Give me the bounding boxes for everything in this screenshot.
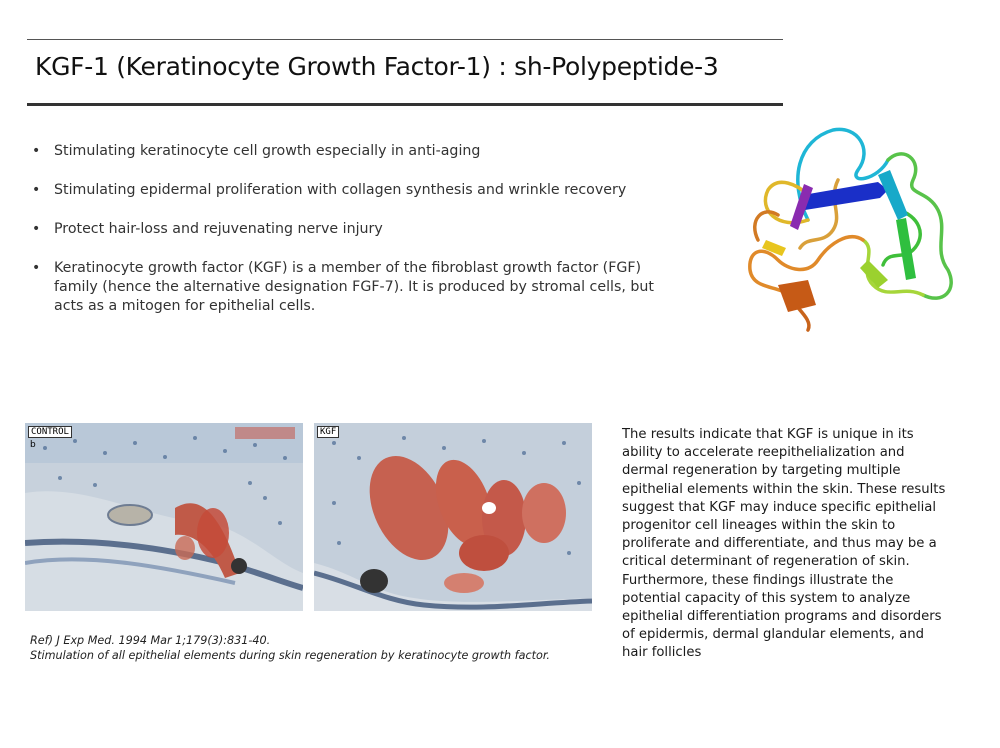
title-top-rule <box>27 39 783 40</box>
bullet-dot: • <box>32 221 41 237</box>
bullet-item: • Stimulating keratinocyte cell growth especially in anti-aging <box>32 143 481 159</box>
bullet-item: • Keratinocyte growth factor (KGF) is a member of the fibroblast growth factor (FGF) family (hence the alternative designation FGF-7). It is produced by stromal cells, but acts as a mitogen for epithelial cells. <box>32 260 654 314</box>
title-bottom-rule <box>27 103 783 106</box>
kgf-micrograph <box>314 423 592 611</box>
bullet-dot: • <box>32 182 41 198</box>
bullet-item: • Stimulating epidermal proliferation with collagen synthesis and wrinkle recovery <box>32 182 627 198</box>
reference-line-1: Ref) J Exp Med. 1994 Mar 1;179(3):831-40. <box>30 634 271 647</box>
page-title: KGF-1 (Keratinocyte Growth Factor-1) : sh-Polypeptide-3 <box>35 52 719 81</box>
bullet-list <box>32 142 672 336</box>
protein-structure-image <box>738 120 968 335</box>
results-paragraph: The results indicate that KGF is unique in its ability to accelerate reepithelialization and dermal regeneration by targeting multiple epithelial elements within the skin. These results suggest that KGF may induce specific epithelial progenitor cell lineages within the skin to proliferate and differentiate, and thus may be a critical determinant of regeneration of skin. Furthermore, these findings illustrate the potential capacity of this system to analyze epithelial differentiation programs and disorders of epidermis, dermal glandular elements, and hair follicles <box>622 427 946 661</box>
control-micrograph <box>25 423 303 611</box>
reference-citation <box>30 633 550 663</box>
bullet-dot: • <box>32 260 41 276</box>
bullet-item: • Protect hair-loss and rejuvenating nerve injury <box>32 221 383 237</box>
control-label: CONTROL <box>28 426 72 438</box>
control-sublabel: b <box>30 440 36 450</box>
bullet-dot: • <box>32 143 41 159</box>
kgf-label: KGF <box>317 426 339 438</box>
reference-line-2: Stimulation of all epithelial elements during skin regeneration by keratinocyte growth factor. <box>30 649 550 662</box>
